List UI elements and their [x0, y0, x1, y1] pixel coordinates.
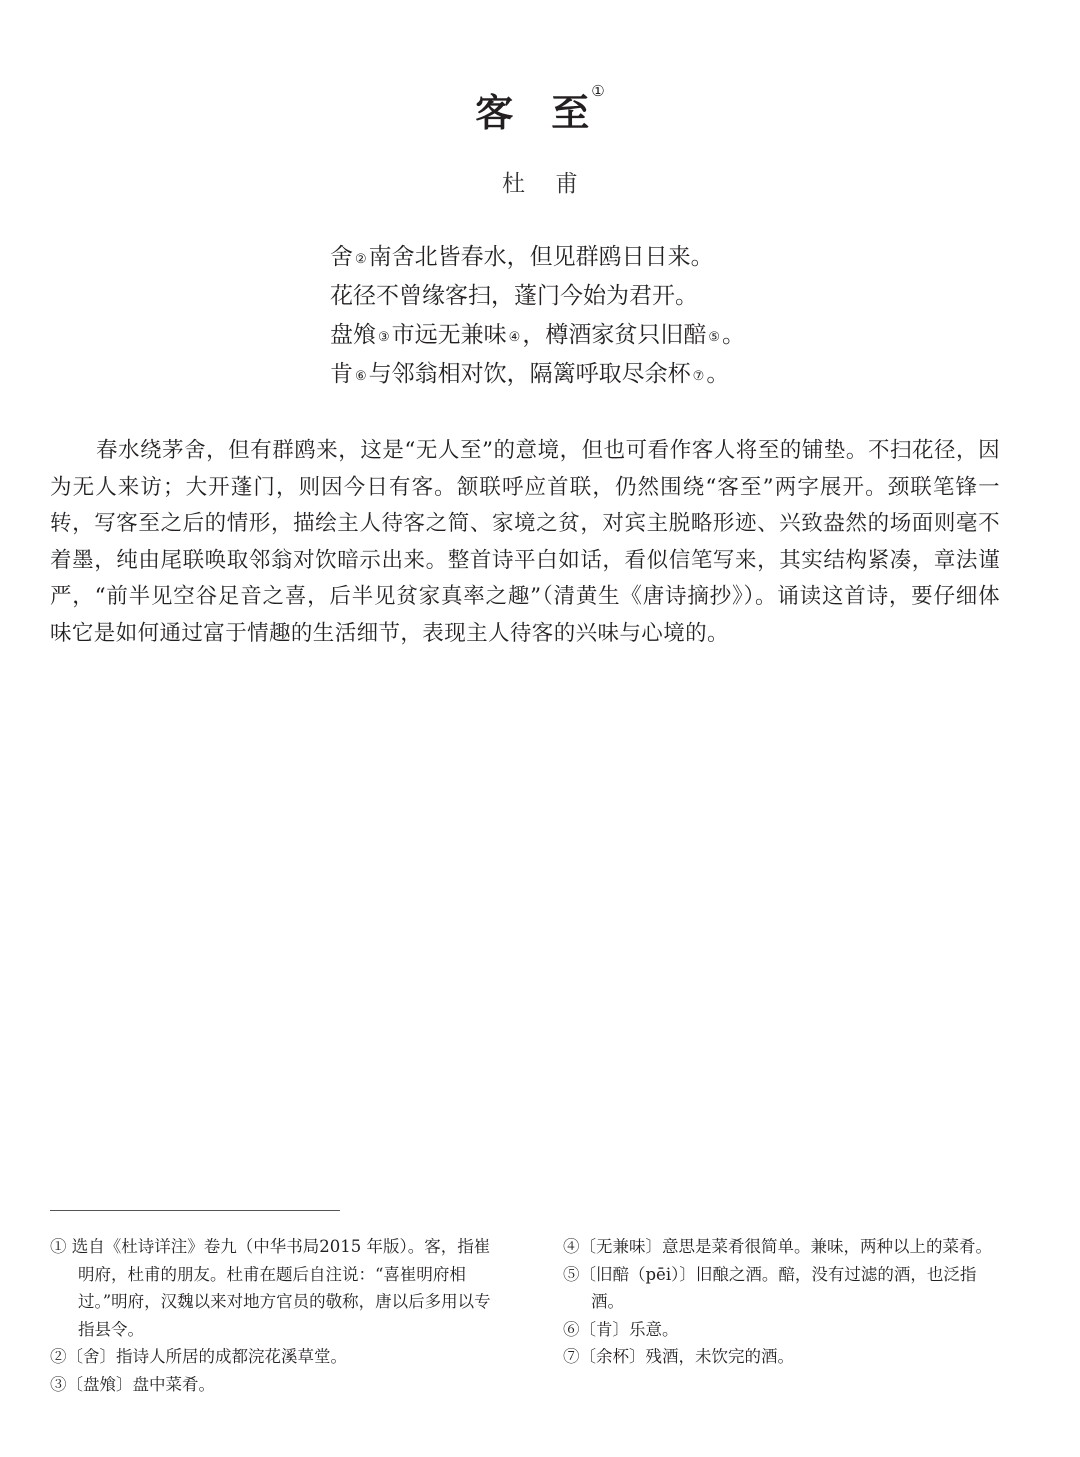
- footnote-6: ⑥〔肯〕乐意。: [563, 1319, 679, 1339]
- poem-line-1: [330, 238, 745, 277]
- author-char-2: 甫: [555, 171, 578, 197]
- title-char-2: 至: [551, 91, 590, 135]
- poem-line-2: [330, 277, 745, 316]
- footnote-3: ③〔盘飧〕盘中菜肴。: [50, 1374, 215, 1394]
- poem-body: [330, 238, 745, 394]
- footnote-mark[interactable]: ④: [508, 330, 521, 345]
- title-footnote-mark[interactable]: ①: [591, 82, 605, 100]
- footnote-2: ②〔舍〕指诗人所居的成都浣花溪草堂。: [50, 1347, 347, 1366]
- poem-text: 南舍北皆春水，但见群鸥日日来。: [368, 244, 714, 270]
- footnote-4: ④〔无兼味〕意思是菜肴很简单。兼味，两种以上的菜肴。: [563, 1237, 992, 1256]
- poem-text: 肯: [330, 361, 353, 387]
- poem-text: 市远无兼味: [391, 322, 507, 348]
- footnote-mark[interactable]: ⑤: [708, 330, 720, 345]
- footnote-5: ⑤〔旧醅（pēi）〕旧酿之酒。醅，没有过滤的酒，也泛指酒。: [563, 1264, 977, 1311]
- poem-text: ，樽酒家贫只旧醅: [522, 322, 707, 348]
- footnote-mark[interactable]: ⑦: [692, 369, 705, 384]
- author-char-1: 杜: [502, 171, 525, 197]
- poem-text: 。: [721, 322, 745, 348]
- poem-line-4: [330, 355, 745, 394]
- poem-author: [0, 165, 1080, 198]
- footnotes-right-column: [563, 1233, 1003, 1371]
- poem-text: 舍: [330, 244, 353, 270]
- footnote-mark[interactable]: ③: [378, 330, 390, 345]
- footnote-divider: [50, 1210, 340, 1211]
- poem-title: [0, 82, 1080, 137]
- commentary-paragraph: 春水绕茅舍，但有群鸥来，这是“无人至”的意境，但也可看作客人将至的铺垫。不扫花径，因为无人来访；大开蓬门，则因今日有客。颔联呼应首联，仍然围绕“客至”两字展开。颈联笔锋一转，写客至之后的情形，描绘主人待客之简、家境之贫，对宾主脱略形迹、兴致盎然的场面则毫不着墨，纯由尾联唤取邻翁对饮暗示出来。整首诗平白如话，看似信笔写来，其实结构紧凑，章法谨严，“前半见空谷足音之喜，后半见贫家真率之趣”（清黄生《唐诗摘抄》）。诵读这首诗，要仔细体味它是如何通过富于情趣的生活细节，表现主人待客的兴味与心境的。: [50, 438, 1000, 646]
- footnote-mark[interactable]: ②: [355, 252, 367, 267]
- title-char-1: 客: [475, 91, 514, 135]
- footnote-7: ⑦〔余杯〕残酒，未饮完的酒。: [563, 1347, 794, 1366]
- poem-text: 花径不曾缘客扫，蓬门今始为君开。: [330, 283, 698, 309]
- poem-line-3: [330, 316, 745, 355]
- footnotes-left-column: [50, 1233, 500, 1398]
- poem-text: 。: [706, 361, 730, 387]
- footnote-mark[interactable]: ⑥: [355, 369, 367, 384]
- poem-text: 与邻翁相对饮，隔篱呼取尽余杯: [368, 361, 691, 387]
- poem-text: 盘飧: [330, 322, 376, 348]
- footnote-1: ① 选自《杜诗详注》卷九（中华书局2015 年版）。客，指崔明府，杜甫的朋友。杜甫在题后自注说：“喜崔明府相过。”明府，汉魏以来对地方官员的敬称，唐以后多用以专指县令。: [50, 1237, 491, 1339]
